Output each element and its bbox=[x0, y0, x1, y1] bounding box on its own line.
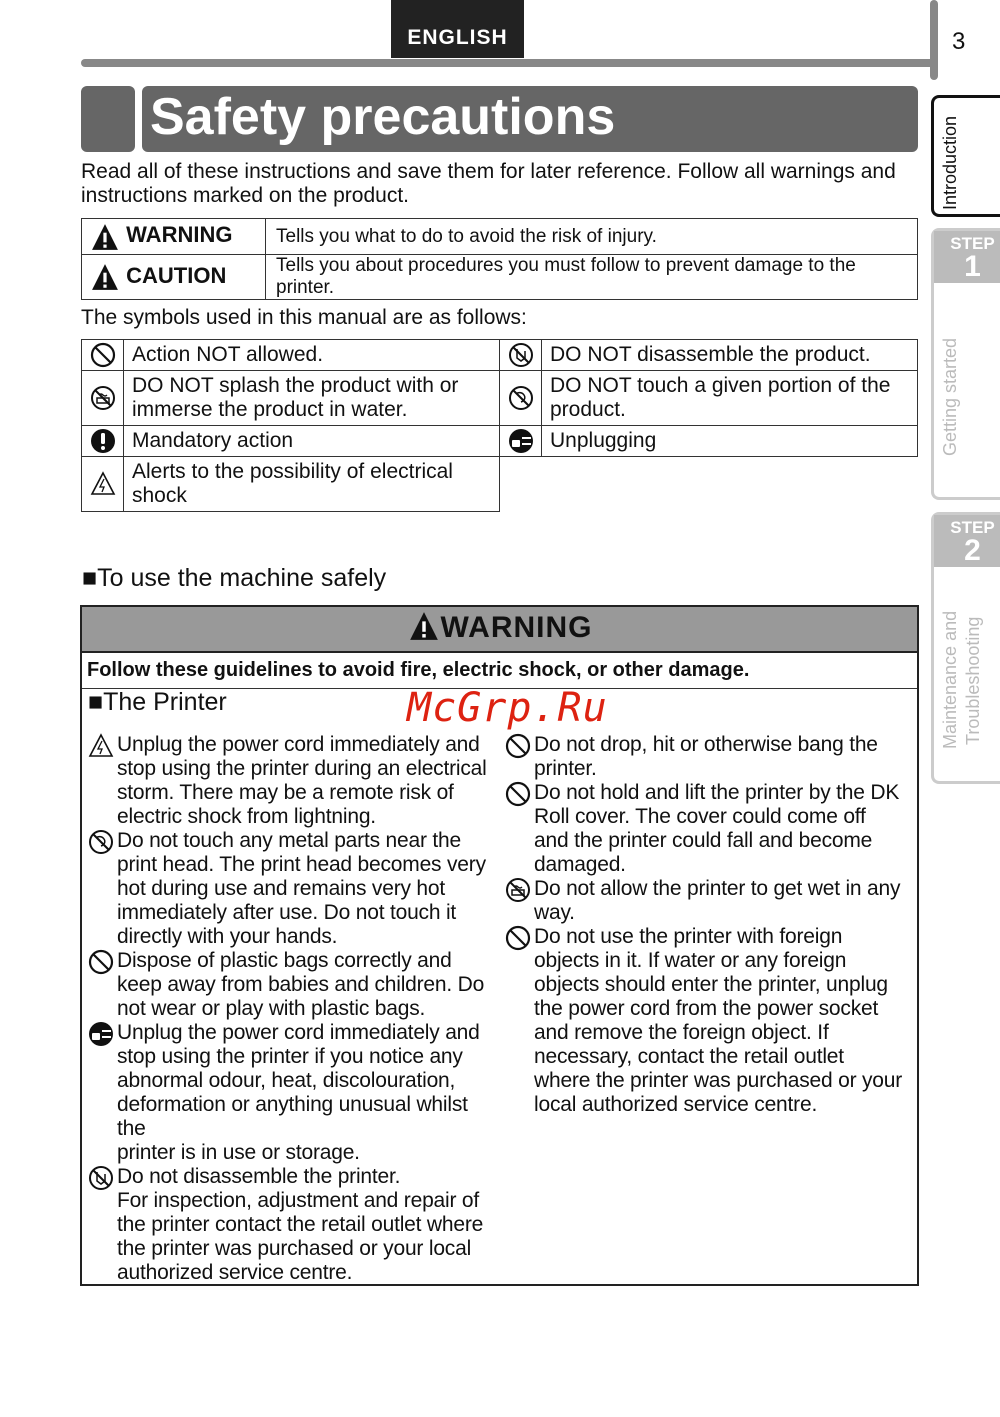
title-block bbox=[81, 86, 135, 152]
warning-item bbox=[88, 1165, 498, 1285]
no-water-icon bbox=[505, 877, 531, 903]
symbol-icon-cell bbox=[82, 426, 124, 457]
caution-description: Tells you about procedures you must follow to prevent damage to the printer. bbox=[266, 255, 918, 300]
warning-item bbox=[505, 925, 915, 1117]
mandatory-icon bbox=[90, 428, 116, 454]
empty-cell bbox=[500, 457, 918, 512]
tab-step-1-label: Getting started bbox=[940, 337, 960, 456]
warning-description: Tells you what to do to avoid the risk of injury. bbox=[266, 219, 918, 255]
symbol-description: DO NOT disassemble the product. bbox=[542, 340, 918, 371]
step-2-header: STEP 2 bbox=[934, 515, 1000, 567]
warning-column-left bbox=[88, 733, 498, 1285]
symbols-table bbox=[81, 339, 918, 512]
symbol-row bbox=[82, 457, 918, 512]
symbol-icon-cell bbox=[500, 371, 542, 426]
header-vertical-rule bbox=[930, 0, 938, 80]
prohibited-icon bbox=[90, 342, 116, 368]
tab-step-1[interactable] bbox=[931, 228, 1000, 500]
warning-item bbox=[505, 877, 915, 925]
tab-introduction[interactable] bbox=[931, 95, 1000, 217]
symbols-intro: The symbols used in this manual are as follows: bbox=[81, 306, 527, 329]
electric-shock-icon bbox=[90, 471, 116, 497]
unplug-icon bbox=[88, 1021, 114, 1047]
no-touch-icon bbox=[88, 829, 114, 855]
language-label: ENGLISH bbox=[391, 0, 524, 58]
warning-item-text: Do not allow the printer to get wet in any way. bbox=[534, 877, 901, 924]
warning-item-text: Do not hold and lift the printer by the DK Roll cover. The cover could come off and the printer could fall and become damaged. bbox=[534, 781, 900, 876]
symbol-icon-cell bbox=[82, 340, 124, 371]
step-1-header: STEP 1 bbox=[934, 231, 1000, 283]
warning-guideline: Follow these guidelines to avoid fire, electric shock, or other damage. bbox=[82, 653, 917, 689]
symbol-row bbox=[82, 426, 918, 457]
tab-step-2-label-1: Maintenance and bbox=[940, 610, 960, 749]
warning-item-text: Do not drop, hit or otherwise bang the printer. bbox=[534, 733, 878, 780]
prohibited-icon bbox=[88, 949, 114, 975]
warning-heading: WARNING bbox=[440, 611, 593, 644]
symbol-description: Mandatory action bbox=[124, 426, 500, 457]
warning-item-text: Do not disassemble the printer. For inspection, adjustment and repair of the printer contact the retail outlet where the printer was purchased or your local authorized service centre. bbox=[117, 1165, 484, 1284]
symbol-description: DO NOT touch a given portion of the product. bbox=[542, 371, 918, 426]
symbol-description: Action NOT allowed. bbox=[124, 340, 500, 371]
warning-item-text: Unplug the power cord immediately and stop using the printer during an electrical storm. There may be a remote risk of electric shock from lightning. bbox=[117, 733, 487, 828]
warning-label: WARNING bbox=[126, 222, 233, 248]
watermark: McGrp.Ru bbox=[407, 685, 608, 731]
tab-introduction-label: Introduction bbox=[940, 115, 960, 210]
symbol-icon-cell bbox=[500, 340, 542, 371]
electric-shock-icon bbox=[88, 733, 114, 759]
symbol-icon-cell bbox=[500, 426, 542, 457]
no-disassemble-icon bbox=[88, 1165, 114, 1191]
symbol-description: Unplugging bbox=[542, 426, 918, 457]
warning-item-text: Dispose of plastic bags correctly and keep away from babies and children. Do not wear or play with plastic bags. bbox=[117, 949, 485, 1020]
subheading-printer: ■The Printer bbox=[88, 688, 227, 716]
unplug-icon bbox=[508, 428, 534, 454]
no-disassemble-icon bbox=[508, 342, 534, 368]
tab-step-2-label-2: Troubleshooting bbox=[963, 616, 983, 745]
caution-label: CAUTION bbox=[126, 262, 227, 288]
warning-box-header bbox=[82, 607, 917, 653]
symbol-icon-cell bbox=[82, 371, 124, 426]
warning-item bbox=[505, 733, 915, 781]
prohibited-icon bbox=[505, 781, 531, 807]
prohibited-icon bbox=[505, 733, 531, 759]
symbol-row bbox=[82, 371, 918, 426]
warning-item bbox=[505, 781, 915, 877]
intro-text: Read all of these instructions and save them for later reference. Follow all warnings and instructions marked on the product. bbox=[81, 160, 896, 207]
section-heading: ■To use the machine safely bbox=[82, 564, 387, 592]
warning-column-right bbox=[505, 733, 915, 1117]
signal-word-table bbox=[81, 218, 918, 300]
warning-item-text: Do not touch any metal parts near the print head. The print head becomes very hot during use and remains very hot immediately after use. Do not touch it directly with your hands. bbox=[117, 829, 486, 948]
warning-item-text: Do not use the printer with foreign objects in it. If water or any foreign objects should enter the printer, unplug the power cord from the power socket and remove the foreign object. If necessary, contact the retail outlet where the printer was purchased or your local authorized service centre. bbox=[534, 925, 903, 1116]
no-touch-icon bbox=[508, 385, 534, 411]
warning-item-text: Unplug the power cord immediately and stop using the printer if you notice any abnormal odour, heat, discolouration, deformation or anything unusual whilst the printer is in use or storage. bbox=[117, 1021, 480, 1164]
symbol-icon-cell bbox=[82, 457, 124, 512]
no-water-icon bbox=[90, 385, 116, 411]
symbol-description: Alerts to the possibility of electrical shock bbox=[124, 457, 500, 512]
symbol-row bbox=[82, 340, 918, 371]
tab-step-2[interactable] bbox=[931, 512, 1000, 784]
page-number: 3 bbox=[952, 28, 966, 55]
prohibited-icon bbox=[505, 925, 531, 951]
legend-row-warning bbox=[82, 219, 918, 255]
warning-item bbox=[88, 949, 498, 1021]
symbol-description: DO NOT splash the product with or immerse the product in water. bbox=[124, 371, 500, 426]
legend-row-caution bbox=[82, 255, 918, 300]
page-title: Safety precautions bbox=[142, 86, 918, 152]
warning-item bbox=[88, 1021, 498, 1165]
header-rule bbox=[81, 59, 937, 67]
warning-item bbox=[88, 829, 498, 949]
warning-item bbox=[88, 733, 498, 829]
